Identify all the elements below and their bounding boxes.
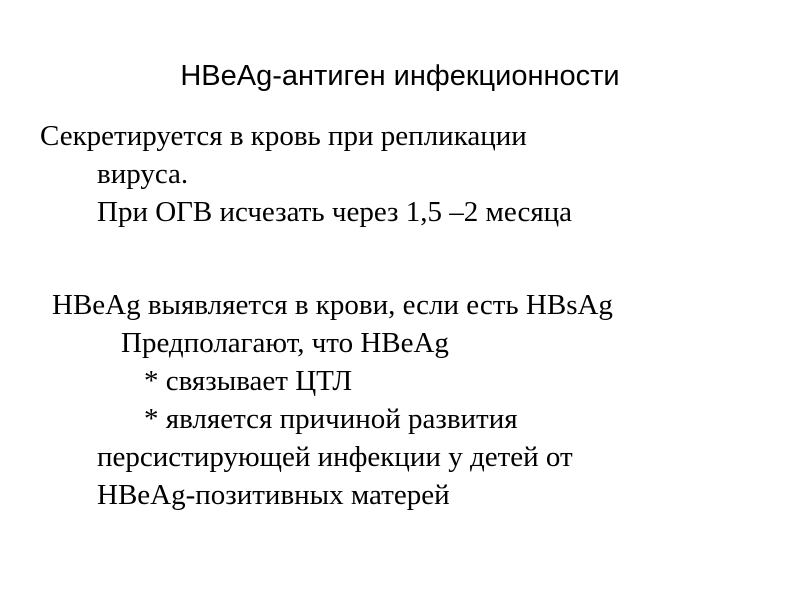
slide-title: HBeAg-антиген инфекционности xyxy=(180,60,620,92)
block2-bullet-1: * связывает ЦТЛ xyxy=(144,365,353,397)
block1-line3: При ОГВ исчезать через 1,5 –2 месяца xyxy=(97,196,573,228)
block2-line2: Предполагают, что HBeAg xyxy=(121,327,449,359)
block1-line2: вируса. xyxy=(97,158,189,190)
block1-line1: Секретируется в кровь при репликации xyxy=(40,120,527,152)
block2-line1: HBeAg выявляется в крови, если есть HBsAg xyxy=(52,289,613,321)
block2-line5: персистирующей инфекции у детей от xyxy=(97,441,573,473)
block2-bullet-2: * является причиной развития xyxy=(144,403,518,435)
block2-line6: HBeAg-позитивных матерей xyxy=(97,479,450,511)
